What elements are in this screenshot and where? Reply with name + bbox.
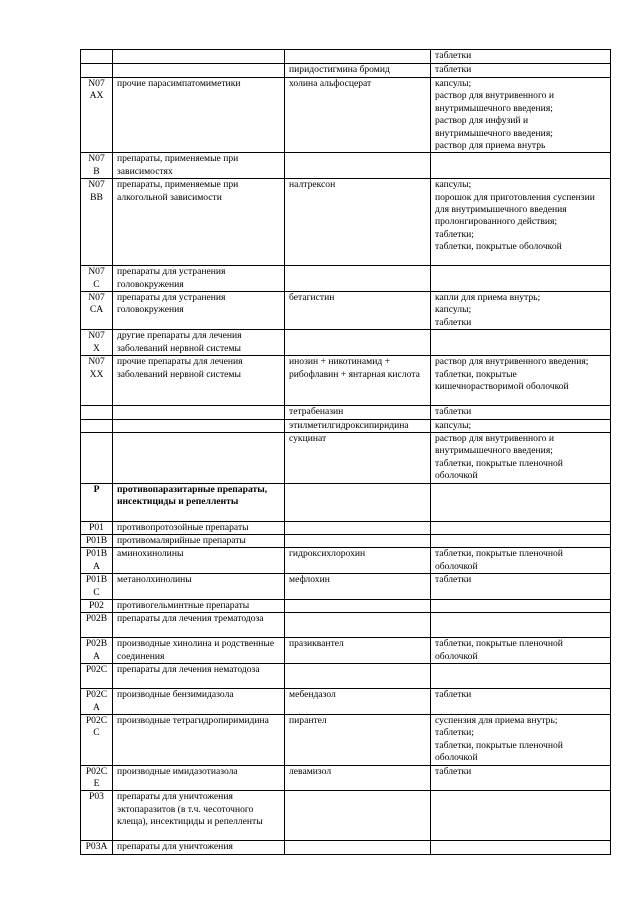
table-row: [81, 613, 611, 638]
group-cell: препараты для лечения трематодоза: [113, 613, 285, 638]
atc-code-cell: P: [81, 483, 113, 521]
substance-cell: пирантел: [285, 715, 431, 766]
dosage-form-cell: раствор для внутривенного введения; таблетки, покрытые кишечнорастворимой оболочкой: [431, 356, 611, 406]
dosage-form-cell: таблетки: [431, 50, 611, 64]
atc-code-cell: [81, 419, 113, 432]
table-row: [81, 791, 611, 841]
table-row: [81, 50, 611, 64]
table-row: [81, 521, 611, 534]
dosage-form-cell: таблетки, покрытые пленочной оболочкой: [431, 638, 611, 664]
group-cell: прочие препараты для лечения заболеваний нервной системы: [113, 356, 285, 406]
dosage-form-cell: капсулы;: [431, 419, 611, 432]
dosage-form-cell: таблетки: [431, 689, 611, 715]
table-row: [81, 78, 611, 153]
atc-code-cell: P01: [81, 521, 113, 534]
substance-cell: мефлохин: [285, 574, 431, 600]
substance-cell: [285, 483, 431, 521]
dosage-form-cell: раствор для внутривенного и внутримышечного введения; таблетки, покрытые пленочной оболочкой: [431, 432, 611, 483]
group-cell: производные имидазотиазола: [113, 765, 285, 791]
atc-code-cell: N07 BB: [81, 179, 113, 266]
dosage-form-cell: [431, 841, 611, 855]
substance-cell: [285, 50, 431, 64]
dosage-form-cell: [431, 664, 611, 689]
substance-cell: [285, 599, 431, 612]
atc-code-cell: P02B A: [81, 638, 113, 664]
dosage-form-cell: таблетки: [431, 64, 611, 78]
table-row: [81, 574, 611, 600]
table-row: [81, 599, 611, 612]
dosage-form-cell: [431, 153, 611, 179]
group-cell: другие препараты для лечения заболеваний нервной системы: [113, 330, 285, 356]
group-cell: препараты для устранения головокружения: [113, 292, 285, 330]
substance-cell: тетрабеназин: [285, 406, 431, 419]
dosage-form-cell: [431, 791, 611, 841]
atc-code-cell: N07 X: [81, 330, 113, 356]
group-cell: [113, 419, 285, 432]
substance-cell: пиридостигмина бромид: [285, 64, 431, 78]
table-row: [81, 715, 611, 766]
atc-code-cell: P01B: [81, 534, 113, 547]
substance-cell: [285, 791, 431, 841]
table-row: [81, 64, 611, 78]
dosage-form-cell: таблетки, покрытые пленочной оболочкой: [431, 548, 611, 574]
atc-code-cell: P02B: [81, 613, 113, 638]
atc-code-cell: P02C A: [81, 689, 113, 715]
table-row: [81, 765, 611, 791]
group-cell: [113, 406, 285, 419]
dosage-form-cell: таблетки: [431, 406, 611, 419]
table-row: [81, 292, 611, 330]
substance-cell: холина альфосцерат: [285, 78, 431, 153]
dosage-form-cell: [431, 330, 611, 356]
atc-code-cell: N07 XX: [81, 356, 113, 406]
table-row: [81, 638, 611, 664]
atc-code-cell: P02C E: [81, 765, 113, 791]
group-cell: аминохинолины: [113, 548, 285, 574]
group-cell: противопаразитарные препараты, инсектициды и репелленты: [113, 483, 285, 521]
atc-code-cell: P02C: [81, 664, 113, 689]
substance-cell: этилметилгидроксипиридина: [285, 419, 431, 432]
dosage-form-cell: суспензия для приема внутрь; таблетки; таблетки, покрытые пленочной оболочкой: [431, 715, 611, 766]
group-cell: [113, 50, 285, 64]
dosage-form-cell: [431, 599, 611, 612]
substance-cell: [285, 613, 431, 638]
substance-cell: гидроксихлорохин: [285, 548, 431, 574]
dosage-form-cell: капсулы; порошок для приготовления суспензии для внутримышечного введения пролонгированного действия; таблетки; таблетки, покрытые оболочкой: [431, 179, 611, 266]
substance-cell: [285, 330, 431, 356]
dosage-form-cell: [431, 613, 611, 638]
group-cell: [113, 432, 285, 483]
atc-code-cell: P03: [81, 791, 113, 841]
substance-cell: мебендазол: [285, 689, 431, 715]
substance-cell: инозин + никотинамид + рибофлавин + янтарная кислота: [285, 356, 431, 406]
group-cell: [113, 64, 285, 78]
atc-code-cell: P01B C: [81, 574, 113, 600]
substance-cell: [285, 664, 431, 689]
substance-cell: [285, 153, 431, 179]
dosage-form-cell: капли для приема внутрь; капсулы; таблетки: [431, 292, 611, 330]
group-cell: препараты для уничтожения: [113, 841, 285, 855]
group-cell: производные бензимидазола: [113, 689, 285, 715]
atc-code-cell: [81, 406, 113, 419]
atc-code-cell: N07 CA: [81, 292, 113, 330]
group-cell: противогельминтные препараты: [113, 599, 285, 612]
atc-code-cell: N07 AX: [81, 78, 113, 153]
substance-cell: сукцинат: [285, 432, 431, 483]
group-cell: прочие парасимпатомиметики: [113, 78, 285, 153]
dosage-form-cell: капсулы; раствор для внутривенного и внутримышечного введения; раствор для инфузий и внутримышечного введения; раствор для приема внутрь: [431, 78, 611, 153]
table-row: [81, 689, 611, 715]
group-cell: препараты, применяемые при алкогольной зависимости: [113, 179, 285, 266]
table-row: [81, 153, 611, 179]
atc-code-cell: [81, 432, 113, 483]
table-row: [81, 419, 611, 432]
substance-cell: [285, 521, 431, 534]
table-row: [81, 483, 611, 521]
substance-cell: [285, 266, 431, 292]
drug-list-table: [80, 49, 611, 855]
dosage-form-cell: таблетки: [431, 765, 611, 791]
atc-code-cell: [81, 64, 113, 78]
substance-cell: левамизол: [285, 765, 431, 791]
group-cell: метанолхинолины: [113, 574, 285, 600]
group-cell: препараты для устранения головокружения: [113, 266, 285, 292]
table-row: [81, 179, 611, 266]
substance-cell: [285, 841, 431, 855]
dosage-form-cell: [431, 483, 611, 521]
table-row: [81, 432, 611, 483]
table-row: [81, 664, 611, 689]
atc-code-cell: P03A: [81, 841, 113, 855]
atc-code-cell: P02C C: [81, 715, 113, 766]
substance-cell: [285, 534, 431, 547]
atc-code-cell: [81, 50, 113, 64]
group-cell: противомалярийные препараты: [113, 534, 285, 547]
group-cell: препараты для лечения нематодоза: [113, 664, 285, 689]
group-cell: препараты для уничтожения эктопаразитов (в т.ч. чесоточного клеща), инсектициды и репелленты: [113, 791, 285, 841]
atc-code-cell: P01B A: [81, 548, 113, 574]
table-row: [81, 406, 611, 419]
table-row: [81, 841, 611, 855]
dosage-form-cell: [431, 521, 611, 534]
atc-code-cell: N07 B: [81, 153, 113, 179]
group-cell: производные тетрагидропиримидина: [113, 715, 285, 766]
atc-code-cell: P02: [81, 599, 113, 612]
substance-cell: бетагистин: [285, 292, 431, 330]
table-row: [81, 330, 611, 356]
atc-code-cell: N07 C: [81, 266, 113, 292]
group-cell: противопротозойные препараты: [113, 521, 285, 534]
table-row: [81, 266, 611, 292]
group-cell: препараты, применяемые при зависимостях: [113, 153, 285, 179]
substance-cell: празиквантел: [285, 638, 431, 664]
table-row: [81, 548, 611, 574]
table-row: [81, 534, 611, 547]
substance-cell: налтрексон: [285, 179, 431, 266]
dosage-form-cell: [431, 266, 611, 292]
table-row: [81, 356, 611, 406]
dosage-form-cell: [431, 534, 611, 547]
group-cell: производные хинолина и родственные соединения: [113, 638, 285, 664]
dosage-form-cell: таблетки: [431, 574, 611, 600]
